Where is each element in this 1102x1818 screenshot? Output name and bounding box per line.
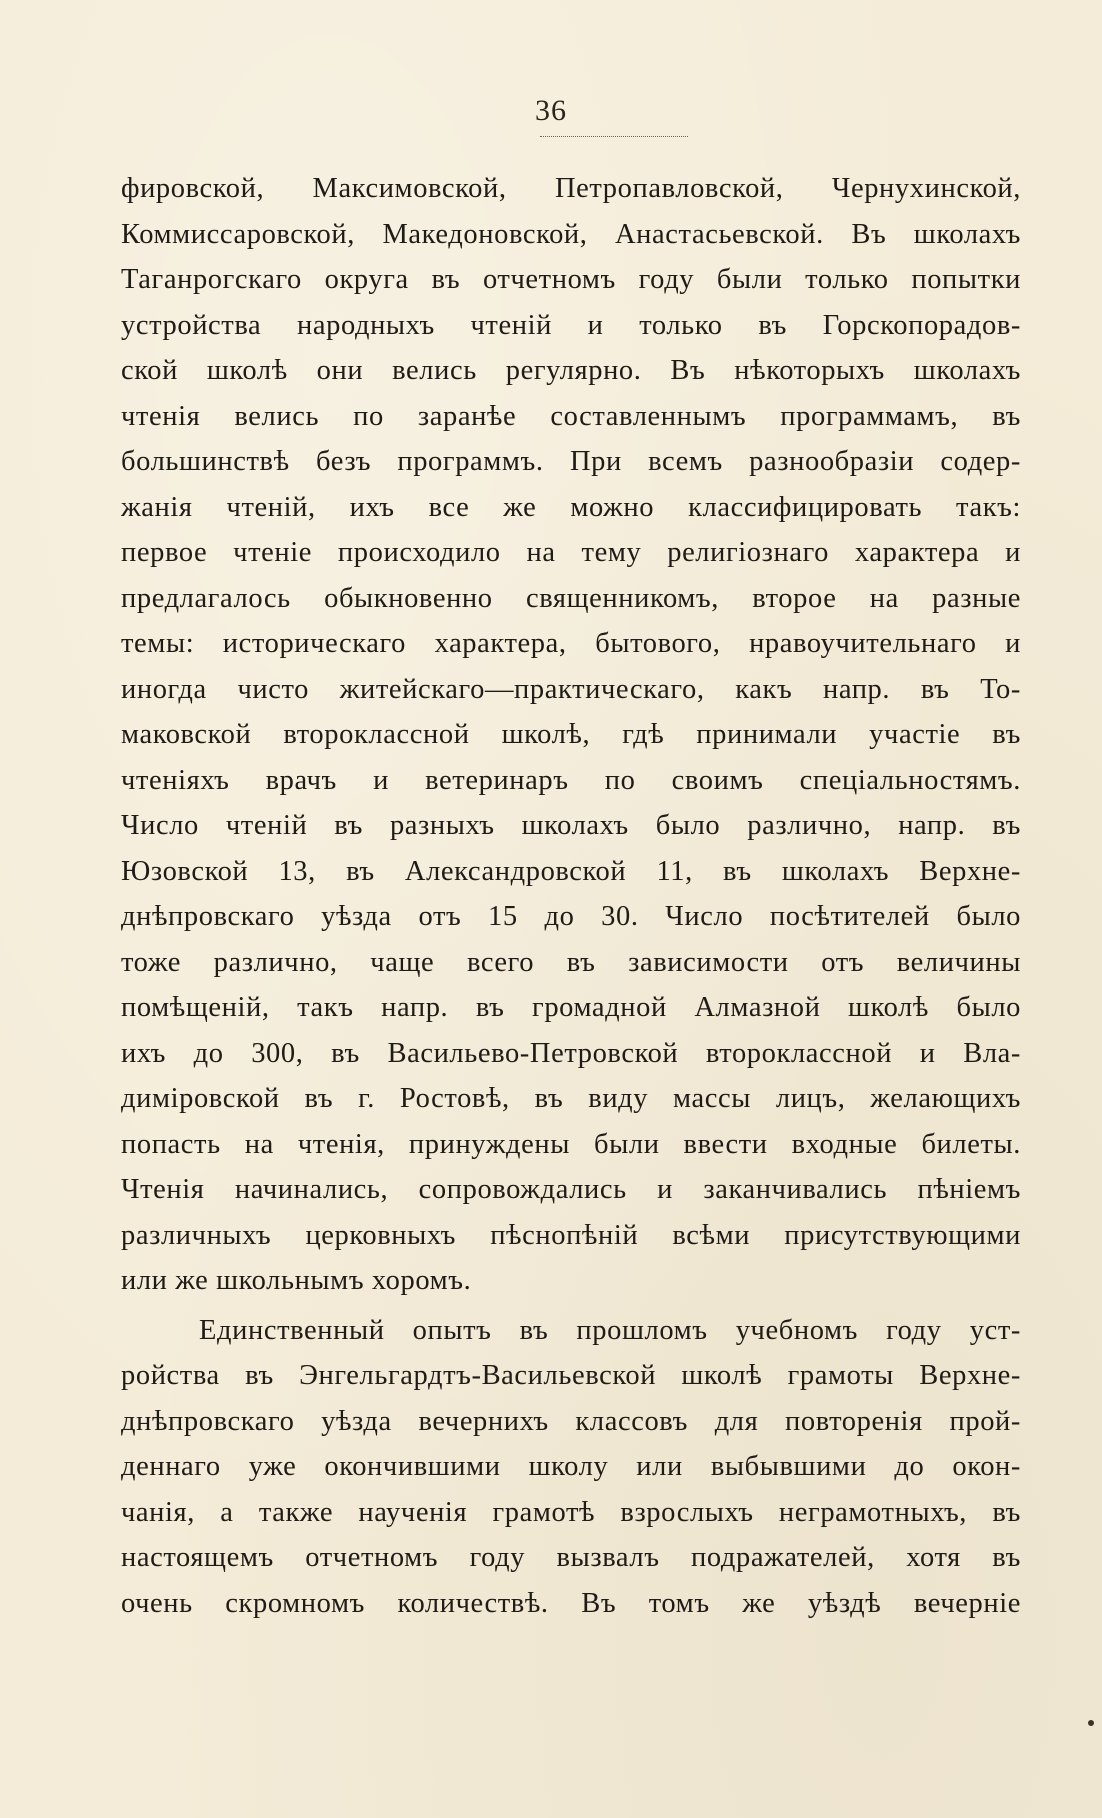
body-text: [121, 166, 1021, 1626]
text-line: различныхъ церковныхъ пѣснопѣній всѣми присутствующими: [121, 1219, 1021, 1251]
text-line: фировской, Максимовской, Петропавловской, Чернухинской,: [121, 173, 1021, 204]
paragraph: [121, 166, 1021, 1304]
text-line: большинствѣ безъ программъ. При всемъ разнообразіи содер-: [121, 446, 1021, 477]
text-line: маковской второклассной школѣ, гдѣ принимали участіе въ: [121, 719, 1021, 750]
page-number-rule: [540, 136, 688, 137]
text-line: предлагалось обыкновенно священникомъ, второе на разные: [121, 582, 1021, 614]
text-line: ской школѣ они велись регулярно. Въ нѣкоторыхъ школахъ: [121, 355, 1021, 386]
text-line: Таганрогскаго округа въ отчетномъ году были только попытки: [121, 264, 1021, 295]
text-line: чанія, а также наученія грамотѣ взрослыхъ неграмотныхъ, въ: [121, 1496, 1021, 1528]
text-line: Число чтеній въ разныхъ школахъ было различно, напр. въ: [121, 810, 1021, 841]
text-line: Юзовской 13, въ Александровской 11, въ школахъ Верхне-: [121, 855, 1021, 887]
text-line: устройства народныхъ чтеній и только въ Горскопорадов-: [121, 309, 1021, 341]
text-line: деннаго уже окончившими школу или выбывшими до окон-: [121, 1451, 1021, 1482]
text-line: днѣпровскаго уѣзда отъ 15 до 30. Число посѣтителей было: [121, 901, 1021, 932]
text-line: ихъ до 300, въ Васильево-Петровской второклассной и Вла-: [121, 1037, 1021, 1069]
text-line: Единственный опытъ въ прошломъ учебномъ году уст-: [199, 1314, 1021, 1346]
text-line: попасть на чтенія, принуждены были ввести входные билеты.: [121, 1128, 1021, 1160]
text-line: чтенія велись по заранѣе составленнымъ программамъ, въ: [121, 400, 1021, 432]
page-number: 36: [535, 94, 567, 127]
ink-speck: [1088, 1720, 1094, 1726]
text-line: очень скромномъ количествѣ. Въ томъ же уѣздѣ вечерніе: [121, 1587, 1021, 1619]
text-line: диміровской въ г. Ростовѣ, въ виду массы лицъ, желающихъ: [121, 1083, 1021, 1114]
text-line: настоящемъ отчетномъ году вызвалъ подражателей, хотя въ: [121, 1542, 1021, 1573]
text-line: ройства въ Энгельгардтъ-Васильевской школѣ грамоты Верхне-: [121, 1360, 1021, 1391]
paragraph: [121, 1308, 1021, 1627]
text-line: темы: историческаго характера, бытового, нравоучительнаго и: [121, 628, 1021, 659]
text-line: днѣпровскаго уѣзда вечернихъ классовъ для повторенія прой-: [121, 1405, 1021, 1437]
text-line: Коммиссаровской, Македоновской, Анастасьевской. Въ школахъ: [121, 218, 1021, 250]
text-line: тоже различно, чаще всего въ зависимости отъ величины: [121, 946, 1021, 978]
text-line: иногда чисто житейскаго—практическаго, какъ напр. въ То-: [121, 673, 1021, 705]
text-line: Чтенія начинались, сопровождались и заканчивались пѣніемъ: [121, 1174, 1021, 1205]
text-line: помѣщеній, такъ напр. въ громадной Алмазной школѣ было: [121, 992, 1021, 1023]
text-line: чтеніяхъ врачъ и ветеринаръ по своимъ спеціальностямъ.: [121, 764, 1021, 796]
text-line: или же школьнымъ хоромъ.: [121, 1265, 472, 1296]
text-line: жанія чтеній, ихъ все же можно классифицировать такъ:: [121, 491, 1021, 523]
text-line: первое чтеніе происходило на тему религіознаго характера и: [121, 537, 1021, 568]
